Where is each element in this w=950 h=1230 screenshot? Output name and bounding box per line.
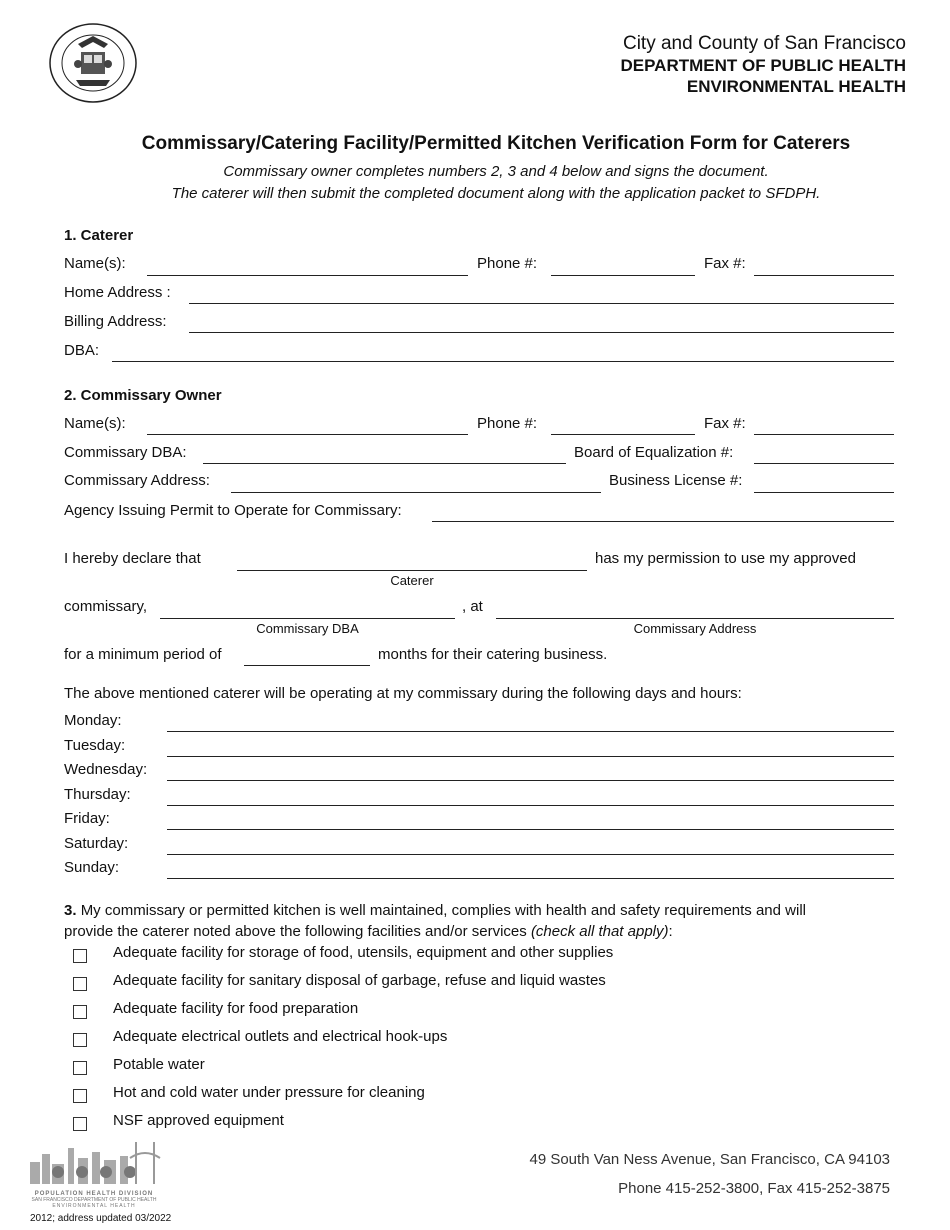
day-label: Tuesday:: [64, 736, 126, 754]
declaration-text-1: I hereby declare that: [64, 550, 201, 567]
owner-names-label: Name(s):: [64, 415, 126, 432]
day-hours-field[interactable]: [167, 854, 894, 855]
facility-item-label: Adequate facility for sanitary disposal of garbage, refuse and liquid wastes: [113, 972, 606, 989]
city-seal-logo: [48, 22, 138, 104]
facility-item-label: NSF approved equipment: [113, 1112, 284, 1129]
declaration-at: , at: [462, 598, 483, 615]
department-header: [620, 33, 906, 97]
logo-line-2: SAN FRANCISCO DEPARTMENT OF PUBLIC HEALTH: [31, 1197, 157, 1203]
declaration-text-3: commissary,: [64, 598, 148, 615]
day-hours-field[interactable]: [167, 805, 894, 806]
owner-phone-label: Phone #:: [477, 415, 538, 432]
facility-checkbox[interactable]: [73, 1089, 87, 1103]
declaration-caterer-field[interactable]: [237, 570, 587, 571]
logo-line-1: POPULATION HEALTH DIVISION: [34, 1191, 154, 1197]
caterer-dba-field[interactable]: [112, 361, 894, 362]
home-address-label: Home Address :: [64, 284, 171, 301]
day-label: Friday:: [64, 810, 110, 827]
day-hours-field[interactable]: [167, 878, 894, 879]
section-3-text-2: provide the caterer noted above the following facilities and/or services: [64, 923, 531, 940]
day-label: Wednesday:: [64, 761, 148, 778]
day-hours-field[interactable]: [167, 829, 894, 830]
facility-checkbox[interactable]: [73, 1117, 87, 1131]
logo-line-3: ENVIRONMENTAL HEALTH: [52, 1203, 136, 1209]
form-subtitle-1: Commissary owner completes numbers 2, 3 and 4 below and signs the document.: [223, 163, 769, 180]
section-3-text-1: My commissary or permitted kitchen is well maintained, complies with health and safety requirements and will: [80, 902, 806, 919]
section-2-heading: 2. Commissary Owner: [64, 387, 222, 404]
commissary-dba-label: Commissary DBA:: [64, 444, 187, 461]
commissary-address-label: Commissary Address:: [64, 472, 210, 489]
declaration-text-2: has my permission to use my approved: [595, 550, 856, 567]
footer-address: 49 South Van Ness Avenue, San Francisco, CA 94103: [529, 1151, 890, 1168]
boe-label: Board of Equalization #:: [574, 444, 734, 461]
period-months-field[interactable]: [244, 665, 370, 666]
facility-item-label: Hot and cold water under pressure for cleaning: [113, 1084, 425, 1101]
section-1-heading: 1. Caterer: [64, 227, 134, 244]
owner-fax-label: Fax #:: [704, 415, 746, 432]
facility-checkbox[interactable]: [73, 1061, 87, 1075]
facility-item-label: Adequate facility for storage of food, utensils, equipment and other supplies: [113, 944, 614, 961]
declaration-address-field[interactable]: [496, 618, 894, 619]
day-label: Monday:: [64, 712, 122, 729]
caterer-dba-label: DBA:: [64, 342, 100, 359]
billing-address-label: Billing Address:: [64, 313, 167, 330]
division-name: ENVIRONMENTAL HEALTH: [686, 77, 906, 96]
facility-checkbox[interactable]: [73, 977, 87, 991]
department-name: DEPARTMENT OF PUBLIC HEALTH: [620, 56, 906, 75]
day-hours-field[interactable]: [167, 756, 894, 757]
billing-address-field[interactable]: [189, 332, 894, 333]
section-3-number: 3.: [64, 902, 77, 919]
section-3-text-line-1: [64, 902, 806, 920]
address-caption: Commissary Address: [633, 621, 757, 636]
home-address-field[interactable]: [189, 303, 894, 304]
business-license-field[interactable]: [754, 492, 894, 493]
section-3-text-line-2: [64, 923, 673, 941]
facility-item-label: Adequate facility for food preparation: [113, 1000, 359, 1017]
section-3-italic: (check all that apply): [530, 923, 669, 940]
commissary-address-field[interactable]: [231, 492, 601, 493]
caterer-phone-field[interactable]: [551, 275, 695, 276]
revision-note: 2012; address updated 03/2022: [30, 1213, 172, 1224]
facility-item-label: Potable water: [113, 1056, 205, 1073]
caterer-names-label: Name(s):: [64, 255, 126, 272]
schedule-intro: The above mentioned caterer will be operating at my commissary during the following days and hours:: [64, 685, 742, 702]
caterer-names-field[interactable]: [147, 275, 468, 276]
business-license-label: Business License #:: [609, 472, 743, 489]
agency-field[interactable]: [432, 521, 894, 522]
caterer-caption: Caterer: [390, 573, 434, 588]
boe-field[interactable]: [754, 463, 894, 464]
commissary-dba-field[interactable]: [203, 463, 566, 464]
facility-checkbox[interactable]: [73, 949, 87, 963]
owner-names-field[interactable]: [147, 434, 468, 435]
day-hours-field[interactable]: [167, 780, 894, 781]
facility-checkbox[interactable]: [73, 1033, 87, 1047]
agency-label: Agency Issuing Permit to Operate for Commissary:: [64, 502, 402, 519]
form-subtitle-2: The caterer will then submit the completed document along with the application packet to SFDPH.: [171, 185, 821, 202]
day-label: Thursday:: [64, 785, 131, 803]
footer-phone: Phone 415-252-3800, Fax 415-252-3875: [618, 1180, 890, 1197]
caterer-phone-label: Phone #:: [477, 255, 538, 272]
facility-checkbox[interactable]: [73, 1005, 87, 1019]
population-health-logo: [24, 1138, 164, 1210]
caterer-fax-label: Fax #:: [704, 255, 746, 272]
owner-phone-field[interactable]: [551, 434, 695, 435]
day-hours-field[interactable]: [167, 731, 894, 732]
dba-caption: Commissary DBA: [256, 621, 359, 636]
period-prefix: for a minimum period of: [64, 646, 222, 663]
form-title: Commissary/Catering Facility/Permitted Kitchen Verification Form for Caterers: [141, 133, 851, 154]
period-suffix: months for their catering business.: [378, 646, 608, 663]
owner-fax-field[interactable]: [754, 434, 894, 435]
section-3-colon: :: [668, 923, 673, 940]
declaration-dba-field[interactable]: [160, 618, 455, 619]
facility-item-label: Adequate electrical outlets and electrical hook-ups: [113, 1028, 448, 1045]
day-label: Saturday:: [64, 834, 129, 852]
city-name: City and County of San Francisco: [622, 33, 906, 54]
day-label: Sunday:: [64, 859, 120, 876]
caterer-fax-field[interactable]: [754, 275, 894, 276]
